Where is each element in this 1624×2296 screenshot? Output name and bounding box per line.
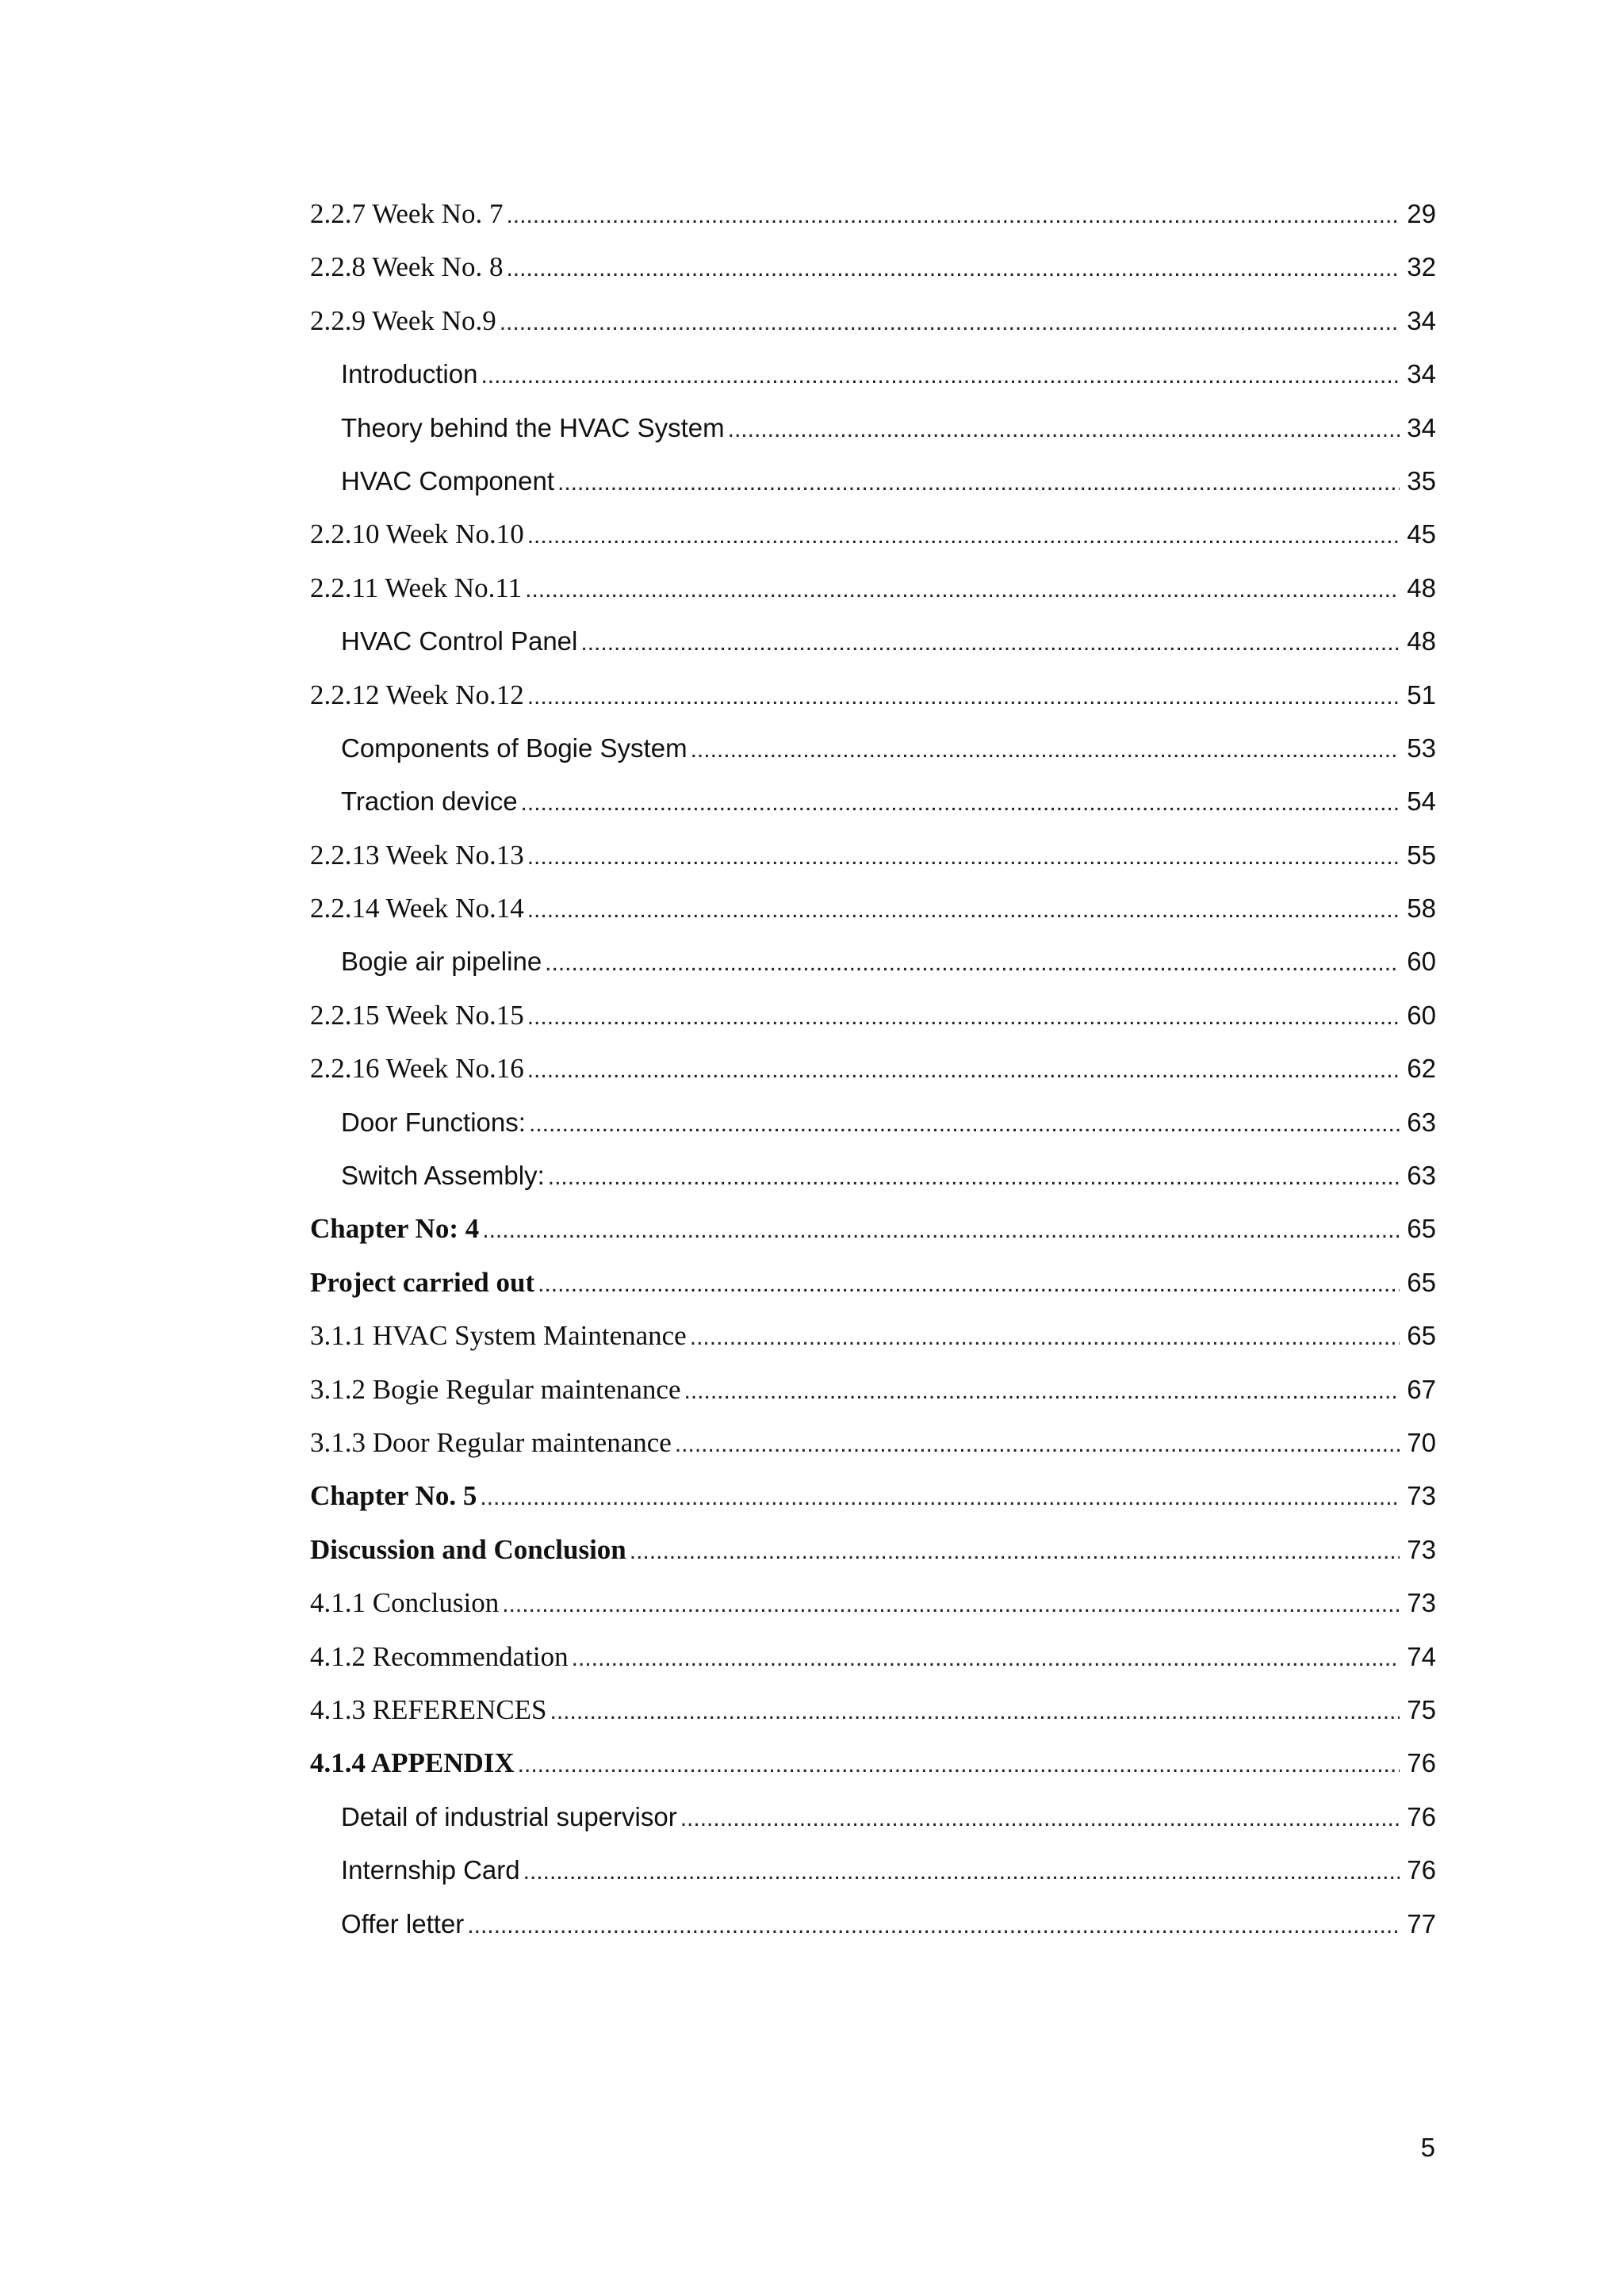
toc-entry[interactable]	[310, 1843, 1436, 1896]
dot-leader	[521, 776, 1400, 828]
toc-entry-title: Project carried out	[310, 1266, 535, 1298]
toc-entry-title: 2.2.7 Week No. 7	[310, 198, 504, 229]
toc-entry-page: 32	[1407, 252, 1436, 282]
toc-entry[interactable]	[310, 668, 1436, 721]
toc-entry[interactable]	[310, 721, 1436, 775]
toc-entry-title: Components of Bogie System	[341, 733, 688, 763]
toc-entry[interactable]	[310, 1309, 1436, 1362]
toc-entry-page: 34	[1407, 305, 1436, 335]
dot-leader	[680, 1792, 1400, 1843]
toc-entry[interactable]	[310, 1042, 1436, 1095]
dot-leader	[506, 189, 1400, 240]
toc-entry[interactable]	[310, 1416, 1436, 1469]
toc-entry-page: 62	[1407, 1054, 1436, 1084]
dot-leader	[690, 1311, 1400, 1362]
toc-entry-page: 55	[1407, 840, 1436, 870]
toc-entry[interactable]	[310, 828, 1436, 882]
dot-leader	[525, 563, 1400, 614]
toc-entry[interactable]	[310, 1202, 1436, 1255]
toc-entry[interactable]	[310, 1576, 1436, 1629]
dot-leader	[527, 1043, 1400, 1095]
toc-entry[interactable]	[310, 454, 1436, 507]
toc-entry-title: 2.2.13 Week No.13	[310, 839, 524, 871]
toc-entry-title: Chapter No. 5	[310, 1480, 477, 1512]
toc-entry-page: 75	[1407, 1694, 1436, 1724]
toc-entry-page: 74	[1407, 1641, 1436, 1671]
toc-entry-page: 29	[1407, 199, 1436, 228]
dot-leader	[500, 296, 1400, 347]
toc-entry-page: 76	[1407, 1801, 1436, 1831]
toc-entry-title: Switch Assembly:	[341, 1161, 545, 1191]
toc-entry[interactable]	[310, 1149, 1436, 1202]
toc-entry-title: Bogie air pipeline	[341, 947, 542, 977]
toc-entry-title: Introduction	[341, 359, 478, 389]
toc-entry-page: 67	[1407, 1374, 1436, 1404]
toc-entry-page: 48	[1407, 626, 1436, 656]
dot-leader	[548, 1150, 1400, 1202]
toc-entry[interactable]	[310, 1096, 1436, 1149]
toc-entry-page: 76	[1407, 1855, 1436, 1885]
toc-entry[interactable]	[310, 240, 1436, 293]
toc-entry-title: 4.1.4 APPENDIX	[310, 1747, 515, 1779]
toc-entry-page: 60	[1407, 947, 1436, 977]
toc-entry-page: 54	[1407, 786, 1436, 817]
dot-leader	[527, 830, 1400, 882]
toc-entry[interactable]	[310, 347, 1436, 400]
toc-entry-title: 2.2.9 Week No.9	[310, 304, 496, 336]
dot-leader	[675, 1418, 1400, 1469]
dot-leader	[467, 1899, 1400, 1950]
dot-leader	[523, 1845, 1400, 1896]
toc-entry[interactable]	[310, 935, 1436, 988]
toc-entry-page: 73	[1407, 1481, 1436, 1511]
toc-entry-title: 2.2.11 Week No.11	[310, 572, 523, 603]
toc-entry-page: 35	[1407, 465, 1436, 496]
toc-entry-page: 77	[1407, 1908, 1436, 1938]
toc-entry-page: 70	[1407, 1427, 1436, 1457]
toc-entry-title: Traction device	[341, 786, 518, 817]
toc-entry-page: 51	[1407, 679, 1436, 710]
toc-entry-title: 2.2.15 Week No.15	[310, 999, 524, 1031]
toc-entry-title: 2.2.16 Week No.16	[310, 1053, 524, 1085]
toc-entry-page: 65	[1407, 1267, 1436, 1297]
toc-entry[interactable]	[310, 1363, 1436, 1416]
dot-leader	[482, 1203, 1400, 1255]
toc-entry-title: 4.1.2 Recommendation	[310, 1640, 569, 1672]
toc-entry-page: 58	[1407, 894, 1436, 924]
toc-entry-title: Theory behind the HVAC System	[341, 412, 725, 442]
toc-entry[interactable]	[310, 1469, 1436, 1522]
dot-leader	[527, 670, 1400, 721]
toc-entry-page: 45	[1407, 519, 1436, 549]
toc-entry-title: 3.1.2 Bogie Regular maintenance	[310, 1373, 681, 1405]
dot-leader	[545, 936, 1400, 988]
toc-entry-page: 53	[1407, 733, 1436, 763]
dot-leader	[557, 456, 1400, 507]
toc-entry[interactable]	[310, 401, 1436, 454]
toc-entry-title: Chapter No: 4	[310, 1213, 480, 1245]
dot-leader	[572, 1632, 1400, 1683]
toc-entry-page: 76	[1407, 1748, 1436, 1778]
dot-leader	[502, 1578, 1400, 1629]
dot-leader	[630, 1525, 1400, 1576]
toc-entry-title: 2.2.10 Week No.10	[310, 519, 524, 550]
toc-entry[interactable]	[310, 775, 1436, 828]
toc-entry-title: 2.2.8 Week No. 8	[310, 251, 504, 283]
toc-entry-title: 2.2.12 Week No.12	[310, 679, 524, 710]
toc-entry-page: 34	[1407, 359, 1436, 389]
toc-entry[interactable]	[310, 561, 1436, 614]
dot-leader	[728, 403, 1400, 454]
dot-leader	[527, 883, 1400, 935]
dot-leader	[684, 1364, 1400, 1416]
toc-entry[interactable]	[310, 1630, 1436, 1683]
toc-entry-page: 65	[1407, 1321, 1436, 1351]
dot-leader	[538, 1257, 1400, 1309]
dot-leader	[527, 509, 1400, 561]
dot-leader	[518, 1738, 1400, 1789]
dot-leader	[480, 1471, 1400, 1522]
toc-entry[interactable]	[310, 507, 1436, 561]
toc-entry-title: Detail of industrial supervisor	[341, 1801, 677, 1831]
toc-entry-title: 2.2.14 Week No.14	[310, 893, 524, 924]
toc-entry[interactable]	[310, 1897, 1436, 1950]
toc-entry-title: Discussion and Conclusion	[310, 1533, 626, 1565]
toc-entry[interactable]	[310, 1790, 1436, 1843]
dot-leader	[527, 990, 1400, 1042]
toc-entry[interactable]	[310, 882, 1436, 935]
toc-entry[interactable]	[310, 614, 1436, 668]
toc-entry[interactable]	[310, 1256, 1436, 1309]
toc-entry-title: 4.1.3 REFERENCES	[310, 1693, 547, 1725]
toc-entry-page: 48	[1407, 572, 1436, 603]
dot-leader	[529, 1097, 1400, 1149]
toc-entry-title: Internship Card	[341, 1855, 520, 1885]
toc-entry-page: 65	[1407, 1214, 1436, 1244]
toc-entry[interactable]	[310, 294, 1436, 347]
dot-leader	[691, 723, 1400, 775]
toc-entry-page: 73	[1407, 1588, 1436, 1618]
dot-leader	[550, 1685, 1400, 1736]
toc-entry-title: Offer letter	[341, 1908, 465, 1938]
dot-leader	[481, 349, 1400, 400]
toc-entry-page: 63	[1407, 1161, 1436, 1191]
toc-entry-page: 34	[1407, 412, 1436, 442]
toc-entry-title: Door Functions:	[341, 1107, 526, 1137]
toc-entry[interactable]	[310, 1683, 1436, 1736]
toc-entry-title: 3.1.3 Door Regular maintenance	[310, 1426, 672, 1458]
dot-leader	[506, 242, 1400, 293]
dot-leader	[580, 616, 1400, 668]
toc-entry-page: 60	[1407, 1000, 1436, 1030]
toc-entry-title: HVAC Component	[341, 465, 555, 496]
toc-entry[interactable]	[310, 187, 1436, 240]
toc-entry[interactable]	[310, 989, 1436, 1042]
page-number: 5	[1420, 2133, 1435, 2162]
toc-entry-title: 3.1.1 HVAC System Maintenance	[310, 1320, 687, 1352]
toc-entry-page: 73	[1407, 1534, 1436, 1564]
toc-entry[interactable]	[310, 1523, 1436, 1576]
toc-entry[interactable]	[310, 1736, 1436, 1789]
toc-entry-title: HVAC Control Panel	[341, 626, 578, 656]
toc-entry-title: 4.1.1 Conclusion	[310, 1587, 500, 1619]
toc-entry-page: 63	[1407, 1107, 1436, 1137]
table-of-contents	[310, 187, 1436, 1950]
